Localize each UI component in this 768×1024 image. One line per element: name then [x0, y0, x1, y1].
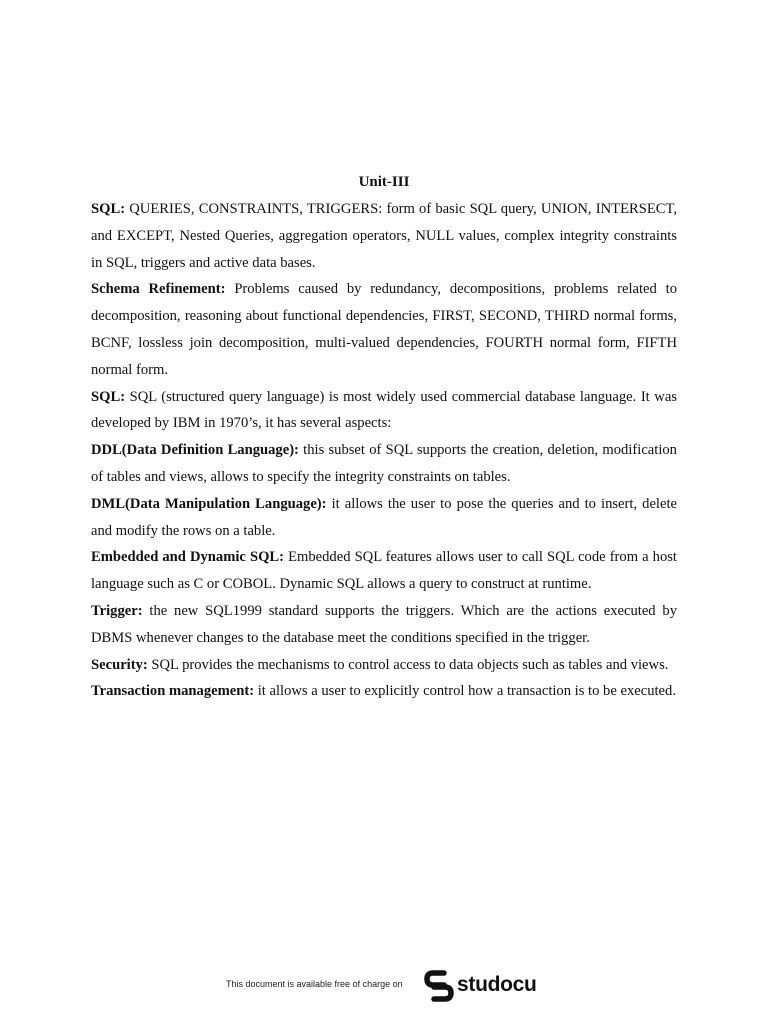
studocu-brand-name: studocu	[457, 973, 537, 996]
paragraph-text: Embedded SQL features allows user to call SQL code from a host language such as C or COBOL. Dynamic SQL allows a query to construct at runtime.	[91, 549, 677, 593]
paragraph-text: Problems caused by redundancy, decompositions, problems related to decomposition, reasoning about functional dependencies, FIRST, SECOND, THIRD normal forms, BCNF, lossless join decomposition, multi-valued dependencies, FOURTH normal form, FIFTH normal form.	[91, 281, 677, 378]
paragraph-term: DDL(Data Definition Language):	[91, 442, 299, 459]
document-body	[91, 170, 677, 705]
paragraph-embedded-dynamic-sql	[91, 544, 677, 598]
paragraph-term: Security:	[91, 656, 148, 673]
paragraph-text: this subset of SQL supports the creation, deletion, modification of tables and views, allows to specify the integrity constraints on tables.	[91, 442, 677, 485]
paragraph-security	[91, 652, 677, 679]
paragraph-term: DML(Data Manipulation Language):	[91, 495, 327, 512]
paragraph-dml	[91, 491, 677, 545]
paragraph-text: the new SQL1999 standard supports the triggers. Which are the actions executed by DBMS whenever changes to the database meet the conditions specified in the trigger.	[91, 602, 677, 646]
studocu-logo-link[interactable]	[424, 970, 546, 1002]
paragraph-ddl	[91, 437, 677, 491]
paragraph-term: SQL:	[91, 388, 126, 405]
studocu-logo-icon	[424, 970, 454, 1002]
paragraph-sql-definition	[91, 384, 677, 438]
paragraph-text: SQL provides the mechanisms to control access to data objects such as tables and views.	[147, 656, 669, 673]
paragraph-term: Schema Refinement:	[91, 281, 226, 298]
paragraph-schema-refinement	[91, 276, 677, 383]
footer-availability-text: This document is available free of charge on	[226, 979, 403, 989]
paragraph-term: SQL:	[91, 201, 126, 217]
paragraph-term: Transaction management:	[91, 683, 255, 700]
paragraph-text: SQL (structured query language) is most widely used commercial database language. It was developed by IBM in 1970’s, it has several aspects:	[91, 388, 677, 432]
paragraph-text: it allows a user to explicitly control how a transaction is to be executed.	[254, 683, 676, 700]
paragraph-transaction-management	[91, 678, 677, 705]
paragraph-sql-syllabus	[91, 196, 677, 276]
paragraph-text: it allows the user to pose the queries and to insert, delete and modify the rows on a table.	[91, 495, 677, 539]
paragraph-trigger	[91, 598, 677, 652]
paragraph-text: QUERIES, CONSTRAINTS, TRIGGERS: form of basic SQL query, UNION, INTERSECT, and EXCEPT, Nested Queries, aggregation operators, NULL values, complex integrity constraints in SQL, triggers and active data bases.	[91, 201, 677, 271]
paragraph-term: Embedded and Dynamic SQL:	[91, 549, 285, 566]
footer-banner	[0, 966, 768, 1006]
page-title: Unit-III	[358, 174, 410, 190]
paragraph-term: Trigger:	[91, 602, 143, 619]
